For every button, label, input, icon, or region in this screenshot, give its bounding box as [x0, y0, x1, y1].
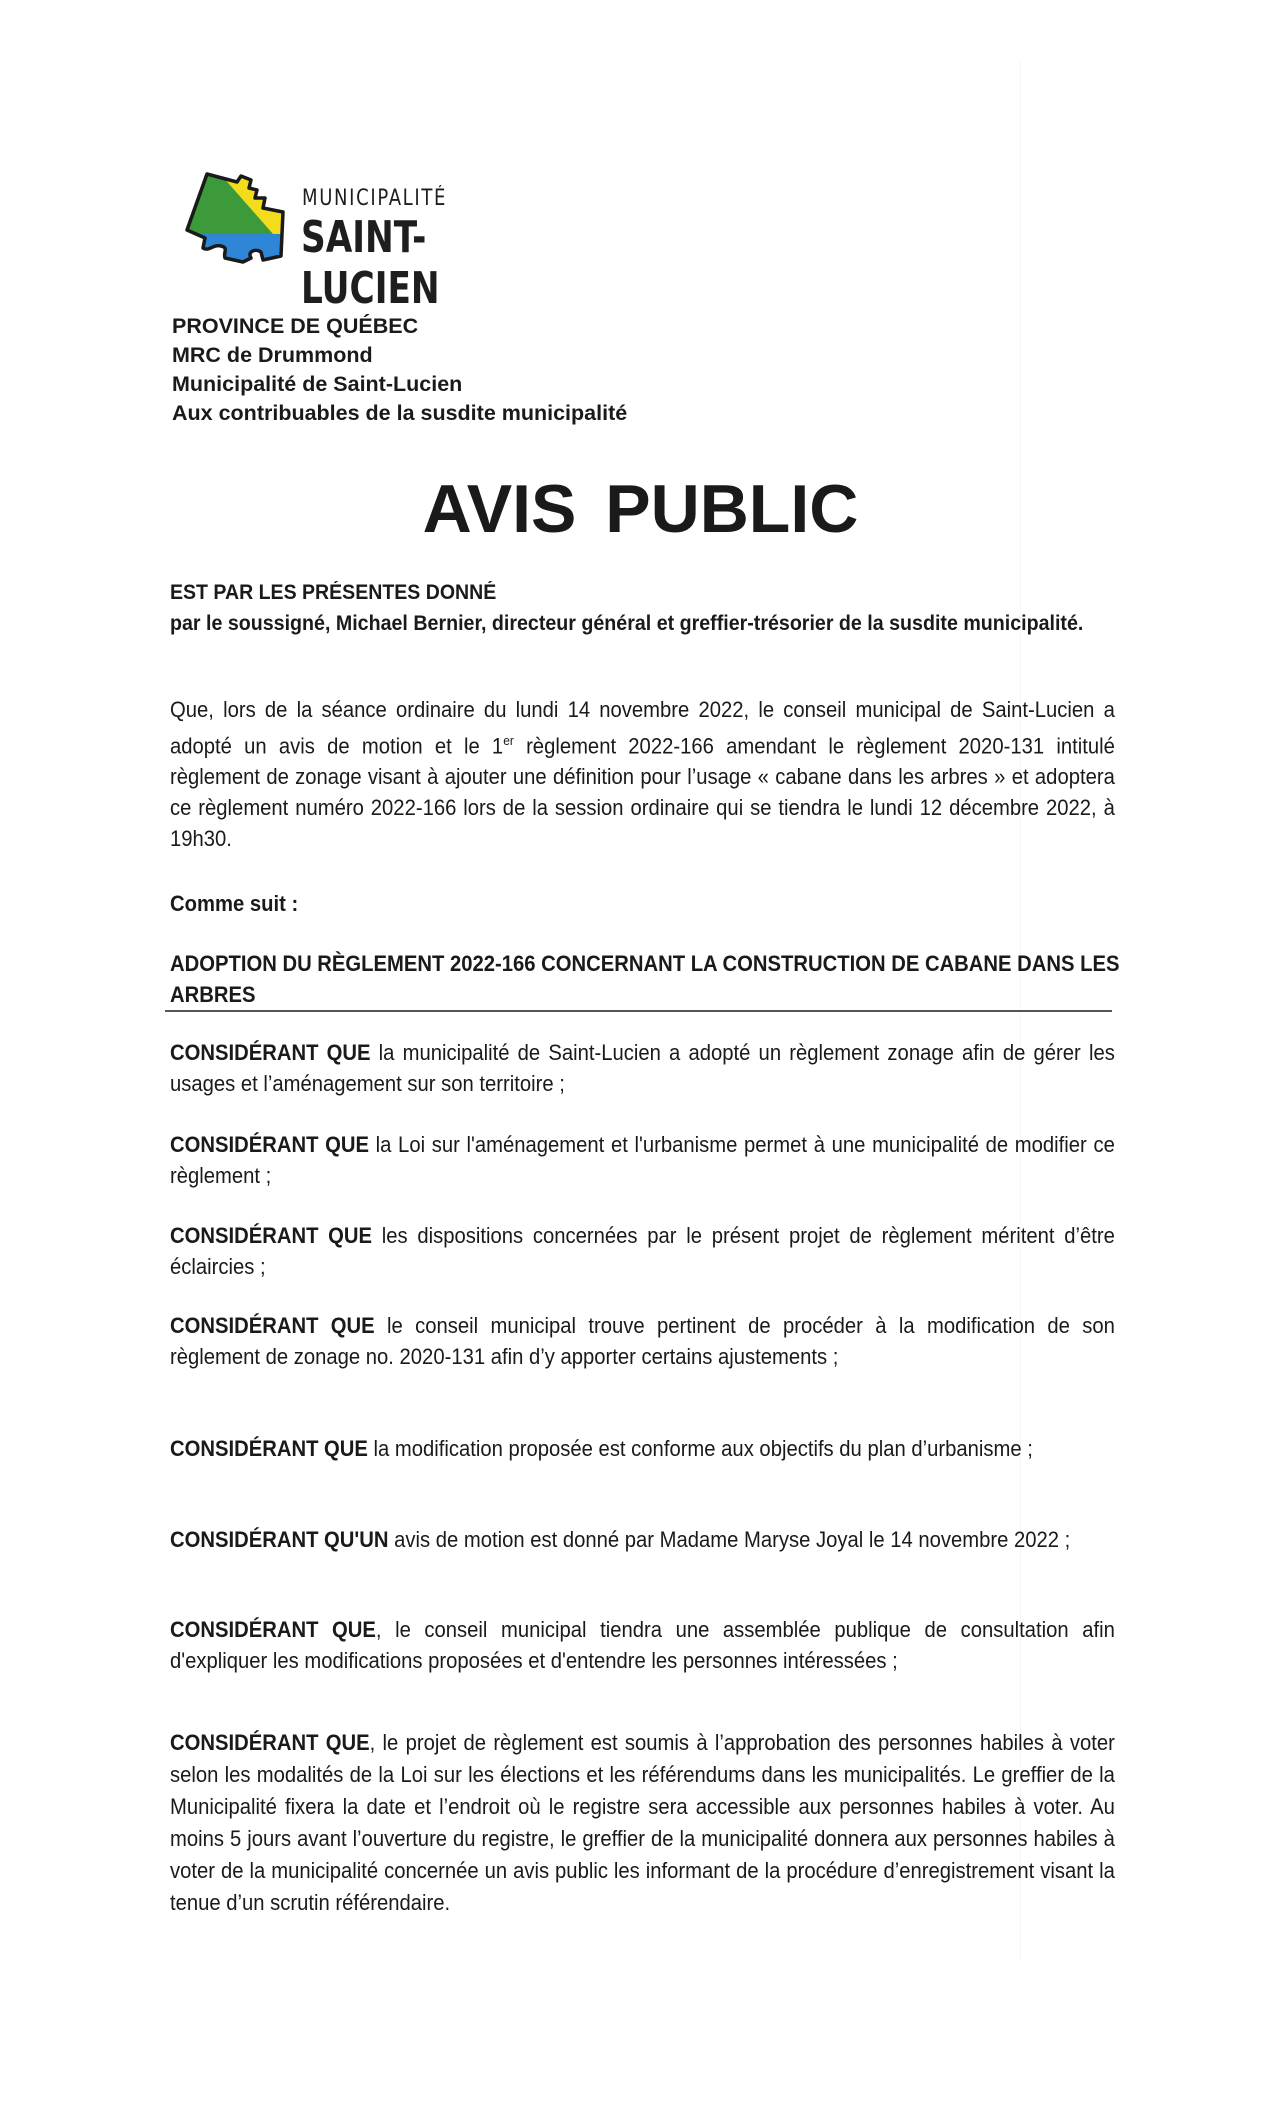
considerant-lead: CONSIDÉRANT QU'UN: [170, 1527, 389, 1552]
considerant-8: [170, 1727, 1115, 1919]
intro-block: [170, 577, 1115, 639]
municipality-logo: [185, 168, 565, 314]
page-title: [0, 470, 1271, 548]
considerant-2: [170, 1129, 1115, 1191]
comme-suit-label: [170, 888, 1115, 919]
considerant-text: le conseil municipal trouve pertinent de procéder à la modification de son règlement de zonage no. 2020-131 afin d’y apporter certains ajustements ;: [170, 1313, 1115, 1369]
considerant-lead: CONSIDÉRANT QUE: [170, 1223, 373, 1248]
title-word: PUBLIC: [605, 471, 859, 547]
considerant-lead: CONSIDÉRANT QUE: [170, 1313, 375, 1338]
considerant-lead: CONSIDÉRANT QUE: [170, 1436, 368, 1461]
considerant-lead: CONSIDÉRANT QUE: [170, 1040, 371, 1065]
address-line: Municipalité de Saint-Lucien: [172, 372, 463, 396]
notice-paragraph: [170, 694, 1115, 854]
considerant-1: [170, 1037, 1115, 1099]
considerant-lead: CONSIDÉRANT QUE: [170, 1730, 370, 1755]
ordinal-superscript: er: [503, 733, 514, 748]
considerant-lead: CONSIDÉRANT QUE: [170, 1132, 369, 1157]
considerant-text: les dispositions concernées par le présent projet de règlement méritent d’être éclaircies ;: [170, 1223, 1115, 1279]
notice-text: règlement 2022-166 amendant le règlement 2020-131 intitulé règlement de zonage visant à ajouter une définition pour l’usage « cabane dans les arbres » et adoptera ce règlement numéro 2022-166 lors de la session ordinaire qui se tiendra le lundi 12 décembre 2022, à 19h30.: [170, 733, 1115, 852]
section-heading: [170, 948, 1120, 1010]
title-word: AVIS: [422, 471, 577, 547]
considerant-4: [170, 1310, 1115, 1372]
considerant-7: [170, 1614, 1115, 1676]
considerant-3: [170, 1220, 1115, 1282]
considerant-lead: CONSIDÉRANT QUE: [170, 1617, 376, 1642]
address-line: MRC de Drummond: [172, 343, 373, 367]
section-heading-text: ADOPTION DU RÈGLEMENT 2022-166 CONCERNANT LA CONSTRUCTION DE CABANE DANS LES ARBRES: [170, 951, 1120, 1007]
logo-title: SAINT-LUCIEN: [301, 212, 440, 314]
considerant-text: , le conseil municipal tiendra une assemblée publique de consultation afin d'expliquer les modifications proposées et d'entendre les personnes intéressées ;: [170, 1617, 1115, 1673]
considerant-text: la municipalité de Saint-Lucien a adopté un règlement zonage afin de gérer les usages et l’aménagement sur son territoire ;: [170, 1040, 1115, 1096]
heading-underline: [165, 1010, 1112, 1012]
considerant-text: avis de motion est donné par Madame Maryse Joyal le 14 novembre 2022 ;: [388, 1527, 1071, 1552]
considerant-5: [170, 1433, 1115, 1464]
intro-heading: EST PAR LES PRÉSENTES DONNÉ: [170, 581, 497, 604]
intro-signatory: par le soussigné, Michael Bernier, directeur général et greffier-trésorier de la susdite municipalité.: [170, 612, 1084, 635]
considerant-text: , le projet de règlement est soumis à l’approbation des personnes habiles à voter selon les modalités de la Loi sur les élections et les référendums dans les municipalités. Le greffier de la Municipalité fixera la date et l’endroit où le registre sera accessible aux personnes habiles à voter. Au moins 5 jours avant l’ouverture du registre, le greffier de la municipalité donnera aux personnes habiles à voter de la municipalité concernée un avis public les informant de la procédure d’enregistrement visant la tenue d’un scrutin référendaire.: [170, 1730, 1115, 1915]
puzzle-map-icon: [185, 168, 285, 264]
considerant-text: la Loi sur l'aménagement et l'urbanisme permet à une municipalité de modifier ce règlement ;: [170, 1132, 1115, 1188]
address-block: [172, 312, 627, 428]
considerant-text: la modification proposée est conforme aux objectifs du plan d’urbanisme ;: [367, 1436, 1033, 1461]
address-line: Aux contribuables de la susdite municipalité: [172, 401, 628, 425]
considerant-6: [170, 1524, 1115, 1555]
address-line: PROVINCE DE QUÉBEC: [172, 314, 419, 338]
notice-text: Que, lors de la séance ordinaire du lundi 14 novembre 2022, le conseil municipal de Saint-Lucien a adopté un avis de motion et le 1: [170, 697, 1115, 759]
logo-subtitle: MUNICIPALITÉ: [302, 186, 448, 211]
comme-suit-text: Comme suit :: [170, 891, 299, 916]
